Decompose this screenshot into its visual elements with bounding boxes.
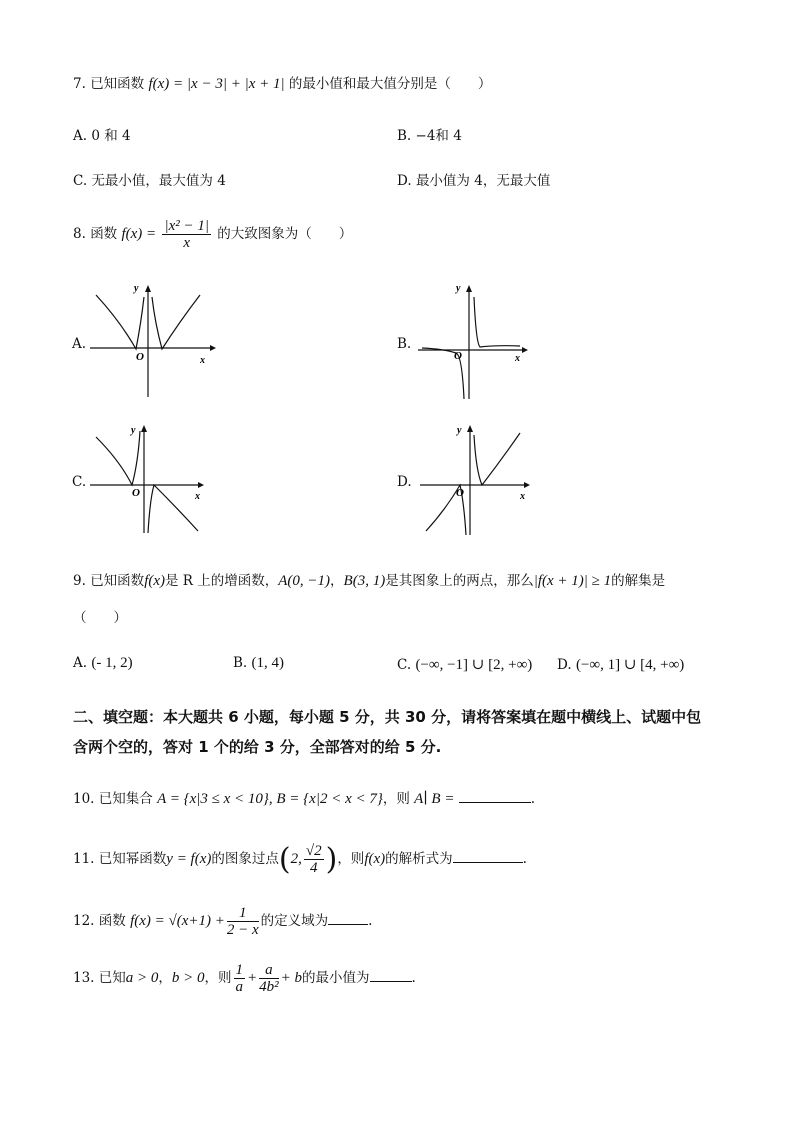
q9-option-a[interactable] [73,655,133,672]
q11-right-paren: ) [325,842,338,877]
q10-answer-blank[interactable] [459,801,531,803]
option-label: A. [73,128,88,144]
y-axis-label: y [456,283,461,294]
option-text: −4和 4 [415,128,462,144]
q8-stem [73,218,352,251]
q12-text: 函数 [98,913,126,929]
q8-option-d-label[interactable]: D. [397,474,412,490]
q7-option-c[interactable] [73,169,226,189]
q11-answer-blank[interactable] [453,861,523,863]
q9-option-d[interactable] [557,655,684,674]
q13-text: 已知 [98,970,126,986]
q11-frac-den: 4 [309,860,318,876]
origin-label: O [456,487,464,499]
q13-frac1-den: a [235,979,244,995]
q13-answer-blank[interactable] [370,980,412,982]
q9-inequality: |f(x + 1)| ≥ 1 [533,573,612,589]
option-label: D. [557,657,572,673]
q11-text: 的解析式为 [385,851,453,867]
q8-option-b-label[interactable]: B. [397,336,412,352]
q12-text: 的定义域为 [260,913,329,929]
q11-text: 已知幂函数 [98,851,167,867]
q13-text: 的最小值为 [302,970,370,986]
q7-prefix: 已知函数 [90,76,145,92]
origin-label: O [136,351,144,363]
q13-fraction-2 [259,962,279,995]
q9-text: 是 R 上的增函数， [165,573,279,589]
q13-comma: ， [158,970,172,986]
x-axis-label: x [520,491,525,502]
q8-option-c-label[interactable]: C. [72,474,87,490]
option-label: B. [397,128,412,144]
q11-text: 的图象过点 [211,851,279,867]
q11-end: . [522,851,527,867]
section2-heading-line2: 含两个空的，答对 1 个的给 3 分，全部答对的给 5 分. [73,738,442,756]
q7-number: 7. [73,76,86,92]
q13-plus: + [247,970,258,986]
q10-sets: A = {x|3 ≤ x < 10}, B = {x|2 < x < 7} [157,791,383,807]
q11-function: y = f(x) [166,851,212,867]
q11-point-fraction [304,843,324,876]
q12-end: . [368,913,373,929]
option-text: (−∞, −1] ∪ [2, +∞) [415,657,533,673]
q9-point-b: B(3, 1) [343,573,386,589]
x-axis-label: x [515,353,520,364]
q11-number: 11. [73,851,95,867]
q11-stem [73,842,527,877]
q12-fraction [227,905,259,938]
q13-text: ，则 [204,970,232,986]
q8-graph-a[interactable] [88,283,218,401]
q13-stem [73,962,416,995]
q8-option-a-label[interactable]: A. [72,336,87,352]
q11-frac-num: √2 [305,843,322,859]
q13-frac1-num: 1 [235,962,244,978]
q12-frac-num: 1 [227,905,259,922]
q8-graph-c[interactable] [88,423,210,537]
q13-end: . [411,970,416,986]
q8-suffix: 的大致图象为（ ） [217,226,353,242]
q13-frac2-den: 4b² [259,979,279,995]
q11-point-x: 2, [290,851,302,867]
q10-text: 已知集合 [98,791,153,807]
q12-func-lhs: f(x) = √(x+1) + [130,913,225,929]
origin-label: O [454,350,462,362]
q11-fx: f(x) [364,851,386,867]
q8-frac-den: x [183,235,191,251]
q11-left-paren: ( [278,842,291,877]
q12-stem [73,905,372,938]
option-label: D. [397,173,412,189]
q9-fx: f(x) [144,573,166,589]
q12-frac-den: 2 − x [226,922,259,938]
option-label: B. [233,655,248,671]
q8-func-lhs: f(x) = [121,226,157,242]
y-axis-label: y [457,425,462,436]
q13-cond-a: a > 0 [125,970,159,986]
q10-number: 10. [73,791,95,807]
q9-text: 已知函数 [90,573,145,589]
option-label: C. [397,657,412,673]
q8-fraction [162,218,211,251]
option-label: C. [73,173,88,189]
q10-text: ，则 [382,791,410,807]
x-axis-label: x [200,355,205,366]
q8-graph-b[interactable] [414,283,534,403]
q8-prefix: 函数 [90,226,118,242]
origin-label: O [132,487,140,499]
option-text: (−∞, 1] ∪ [4, +∞) [575,657,685,673]
q13-fraction-1 [234,962,246,995]
x-axis-label: x [195,491,200,502]
q13-tail: + b [280,970,303,986]
q9-text: 是其图象上的两点，那么 [385,573,534,589]
q7-suffix: 的最小值和最大值分别是（ ） [288,76,492,92]
option-text: 无最小值，最大值为 4 [91,173,226,189]
q8-number: 8. [73,226,86,242]
option-text: 最小值为 4，无最大值 [415,173,551,189]
q7-option-d[interactable] [397,169,550,189]
q9-text: 的解集是 [611,573,666,589]
q9-point-a: A(0, −1) [278,573,331,589]
q9-comma: ， [330,573,344,589]
option-label: A. [73,655,88,671]
q10-expression: A∣ B = [414,791,455,807]
q13-number: 13. [73,970,95,986]
y-axis-label: y [134,283,139,294]
q7-option-b[interactable] [397,124,462,144]
q9-stem [73,569,665,590]
q7-function: f(x) = |x − 3| + |x + 1| [148,76,285,92]
q9-option-c[interactable] [397,655,532,674]
q10-end: . [530,791,536,807]
q8-frac-num: |x² − 1| [164,218,209,234]
q13-cond-b: b > 0 [171,970,205,986]
q12-answer-blank[interactable] [328,923,368,925]
q11-text: ，则 [337,851,365,867]
section2-heading-line1: 二、填空题：本大题共 6 小题，每小题 5 分，共 30 分，请将答案填在题中横线上、试题中包 [73,708,702,726]
option-text: (- 1, 2) [91,655,133,671]
q7-stem [73,72,491,93]
q9-number: 9. [73,573,86,589]
option-text: (1, 4) [251,655,285,671]
q7-option-a[interactable] [73,124,131,144]
y-axis-label: y [131,425,136,436]
q13-frac2-num: a [259,962,279,979]
q9-option-b[interactable] [233,655,284,672]
q8-graph-d[interactable] [414,423,536,539]
q10-stem [73,787,535,808]
option-text: 0 和 4 [91,128,131,144]
q12-number: 12. [73,913,95,929]
q9-paren: （ ） [73,610,127,626]
